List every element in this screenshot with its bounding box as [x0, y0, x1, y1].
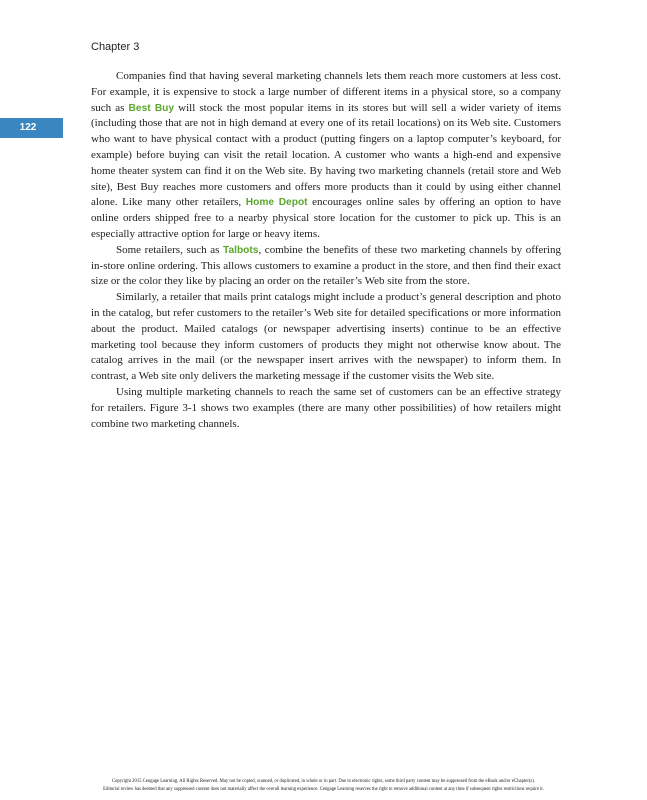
page-number: 122: [19, 122, 37, 133]
paragraph-1: [91, 69, 561, 243]
copyright-footer: [10, 778, 637, 794]
body-text: [91, 69, 561, 432]
keyword-best-buy: Best Buy: [128, 102, 175, 114]
copyright-line-2: Editorial review has deemed that any suppressed content does not materially affect the overall learning experience. Cengage Learning reserves the right to remove additional content at any time if subsequent rights restrictions require it.: [103, 787, 544, 792]
keyword-home-depot: Home Depot: [245, 197, 308, 209]
paragraph-3: [91, 290, 561, 385]
paragraph-text: will stock the most popular items in its stores but will sell a wider variety of items (including those that are not in high demand at every one of its retail locations) on its Web site. Customers who want to have physical contact with a product (putting fingers on a laptop computer’s keyboard, for example) before buying can visit the retail location. A customer who wants a high-end and expensive home theater system can find it on the Web site. By having two marketing channels (retail store and Web site), Best Buy reaches more customers and offers more products than it could by using either channel alone. Like many other retailers,: [91, 101, 561, 209]
chapter-header: Chapter 3: [91, 41, 140, 53]
copyright-line-1: Copyright 2015 Cengage Learning. All Rights Reserved. May not be copied, scanned, or duplicated, in whole or in part. Due to electronic rights, some third party content may be suppressed from the eBook and/or eChapter(s).: [111, 779, 536, 784]
page-number-tab: [0, 118, 63, 138]
paragraph-text: Companies find that having several marketing channels lets them reach more customers at less cost. For example, it is expensive to stock a large number of different items in a physical store, so a company such as: [91, 70, 561, 114]
paragraph-text: Similarly, a retailer that mails print catalogs might include a product’s general description and photo in the catalog, but refer customers to the retailer’s Web site for detailed specifications or more information about the product. Mailed catalogs (or newspaper advertising inserts) continue to be an effective marketing tool because they inform customers of products they might not otherwise know about. The catalog arrives in the mail (or the newspaper insert arrives with the newspaper) to inform them. In contrast, a Web site only delivers the marketing message if the customer visits the Web site.: [91, 291, 561, 383]
paragraph-text: Some retailers, such as: [116, 243, 223, 256]
paragraph-text: , combine the benefits of these two marketing channels by offering in-store online ordering. This allows customers to examine a product in the store, and then find their exact size or the color they like by placing an order on the retailer’s Web site from the store.: [91, 243, 561, 288]
paragraph-text: Using multiple marketing channels to reach the same set of customers can be an effective strategy for retailers. Figure 3-1 shows two examples (there are many other possibilities) of how retailers might combine two marketing channels.: [91, 385, 561, 430]
paragraph-4: [91, 385, 561, 432]
paragraph-2: [91, 243, 561, 290]
paragraph-text: encourages online sales by offering an option to have online orders shipped free to a nearby physical store location for the customer to pick up. This is an especially attractive option for large or heavy items.: [91, 196, 561, 240]
keyword-talbots: Talbots: [222, 244, 259, 256]
